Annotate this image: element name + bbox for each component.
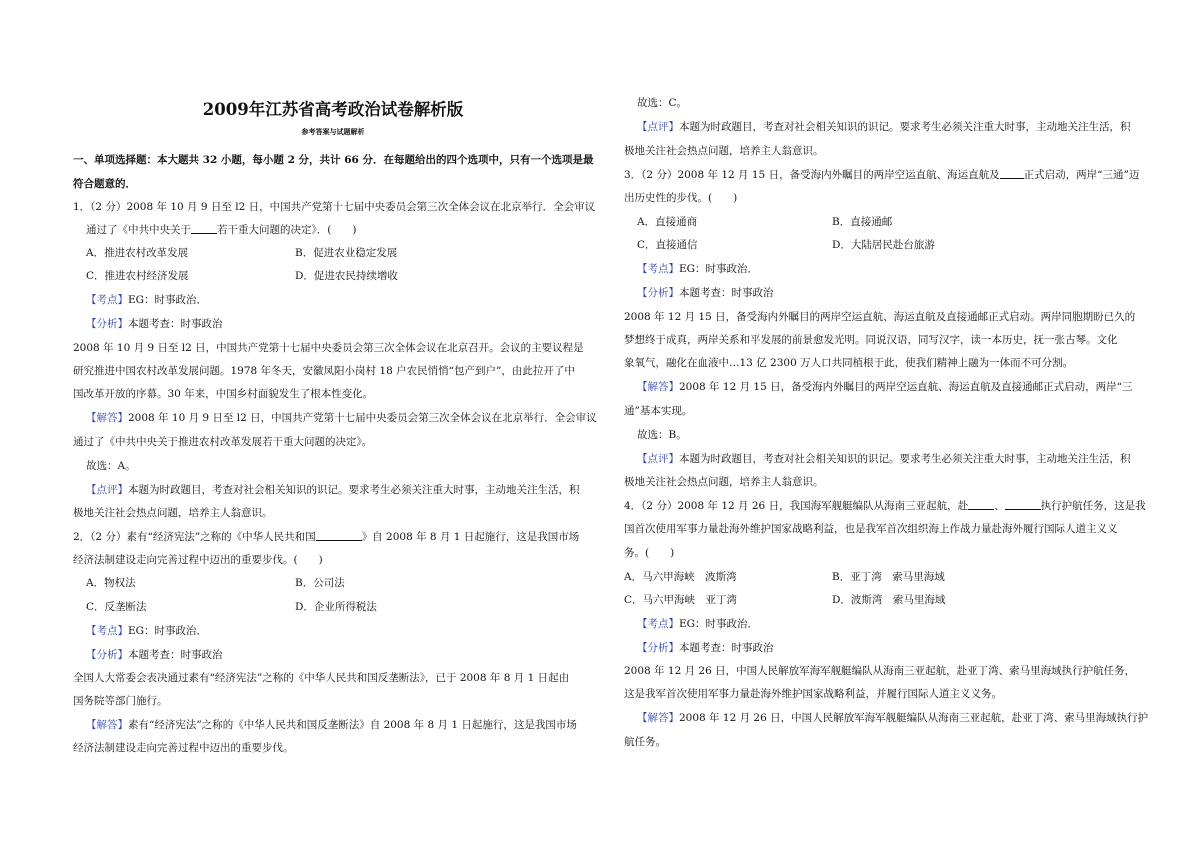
dianping-tag: 【点评】 bbox=[637, 453, 679, 465]
q3-analysis-line1: 2008 年 12 月 15 日，备受海内外瞩目的两岸空运直航、海运直航及直接通邮正式启动。两岸同胞期盼已久的 bbox=[624, 311, 1136, 323]
q1-analysis-line3: 国改革开放的序幕。30 年来，中国乡村面貌发生了根本性变化。 bbox=[73, 388, 374, 400]
page-subtitle: 参考答案与试题解析 bbox=[301, 127, 365, 136]
q1-dianping-line2: 极地关注社会热点问题，培养主人翁意识。 bbox=[73, 507, 273, 519]
dianping-tag: 【点评】 bbox=[637, 121, 679, 133]
q3-dianping-line2: 极地关注社会热点问题，培养主人翁意识。 bbox=[624, 476, 824, 488]
q2-fenxi: 【分析】本题考查：时事政治 bbox=[86, 649, 223, 661]
q2-option-b: B．公司法 bbox=[295, 577, 345, 589]
q1-jieda: 【解答】2008 年 10 月 9 日至 l2 日，中国共产党第十七届中央委员会第三次全体会议在北京举行．全会审议 bbox=[86, 412, 597, 424]
q4-stem-line2: 国首次使用军事力量赴海外维护国家战略利益，也是我军首次组织海上作战力量赴海外履行国际人道主义义 bbox=[624, 523, 1118, 535]
q4-option-d: D．波斯湾 索马里海域 bbox=[832, 594, 946, 606]
q3-fenxi: 【分析】本题考查：时事政治 bbox=[637, 287, 774, 299]
q4-jieda-line2: 航任务。 bbox=[624, 736, 666, 748]
kaodian-tag: 【考点】 bbox=[86, 294, 128, 306]
q4-jieda: 【解答】2008 年 12 月 26 日，中国人民解放军海军舰艇编队从海南三亚起航，赴亚丁湾、索马里海域执行护 bbox=[637, 712, 1149, 724]
q4-blank-2 bbox=[1005, 499, 1041, 510]
q4-fenxi: 【分析】本题考查：时事政治 bbox=[637, 642, 774, 654]
q1-stem-line2: 通过了《中共中央关于 若干重大问题的决定》．( ) bbox=[86, 224, 357, 236]
kaodian-tag: 【考点】 bbox=[86, 625, 128, 637]
jieda-tag: 【解答】 bbox=[86, 412, 128, 424]
q4-stem-line3: 务。( ) bbox=[624, 547, 675, 559]
q3-kaodian: 【考点】EG：时事政治． bbox=[637, 263, 759, 275]
q1-option-c: C．推进农村经济发展 bbox=[86, 270, 189, 282]
q1-choice: 故选：A。 bbox=[86, 460, 136, 472]
q3-stem: 3．（2 分）2008 年 12 月 15 日，备受海内外瞩目的两岸空运直航、海运直航及 正式启动，两岸“三通”迈 bbox=[624, 169, 1140, 181]
q1-jieda-line2: 通过了《中共中央关于推进农村改革发展若干重大问题的决定》。 bbox=[73, 436, 373, 448]
q1-dianping: 【点评】本题为时政题目，考查对社会相关知识的识记。要求考生必须关注重大时事，主动地关注生活，积 bbox=[86, 484, 580, 496]
q1-stem: 1．（2 分）2008 年 10 月 9 日至 l2 日，中国共产党第十七届中央委员会第三次全体会议在北京举行．全会审议 bbox=[73, 201, 596, 213]
q2-analysis-line1: 全国人大常委会表决通过素有“经济宪法”之称的《中华人民共和国反垄断法》，已于 2008 年 8 月 1 日起由 bbox=[73, 672, 570, 684]
q2-jieda: 【解答】素有“经济宪法”之称的《中华人民共和国反垄断法》自 2008 年 8 月 1 日起施行，这是我国市场 bbox=[86, 719, 577, 731]
q3-analysis-line2: 梦想终于成真，两岸关系和平发展的前景愈发光明。同说汉语，同写汉字，读一本历史，抚一张古琴。文化 bbox=[624, 334, 1118, 346]
q2-blank bbox=[316, 530, 362, 541]
fenxi-tag: 【分析】 bbox=[637, 287, 679, 299]
section-header: 一、单项选择题：本大题共 32 小题，每小题 2 分，共计 66 分．在每题给出的四个选项中，只有一个选项是最 bbox=[73, 154, 594, 166]
q3-stem-line2: 出历史性的步伐。( ) bbox=[624, 192, 738, 204]
fenxi-tag: 【分析】 bbox=[86, 318, 128, 330]
q4-analysis-line2: 这是我军首次使用军事力量赴海外维护国家战略利益，并履行国际人道主义义务。 bbox=[624, 688, 1002, 700]
q2-stem: 2．（2 分）素有“经济宪法”之称的《中华人民共和国 》自 2008 年 8 月 1 日起施行，这是我国市场 bbox=[73, 531, 580, 543]
q3-option-b: B．直接通邮 bbox=[832, 216, 893, 228]
q1-option-a: A．推进农村改革发展 bbox=[86, 247, 189, 259]
q2-dianping-line2: 极地关注社会热点问题，培养主人翁意识。 bbox=[624, 145, 824, 157]
q3-jieda-line2: 通”基本实现。 bbox=[624, 405, 693, 417]
q4-analysis-line1: 2008 年 12 月 26 日，中国人民解放军海军舰艇编队从海南三亚起航，赴亚丁湾、索马里海域执行护航任务， bbox=[624, 665, 1136, 677]
q4-stem: 4．（2 分）2008 年 12 月 26 日，我国海军舰艇编队从海南三亚起航，赴 、 执行护航任务，这是我 bbox=[624, 500, 1146, 512]
q2-option-a: A．物权法 bbox=[86, 577, 136, 589]
q3-option-d: D．大陆居民赴台旅游 bbox=[832, 239, 935, 251]
fenxi-tag: 【分析】 bbox=[86, 649, 128, 661]
q2-jieda-line2: 经济法制建设走向完善过程中迈出的重要步伐。 bbox=[73, 742, 294, 754]
q3-dianping: 【点评】本题为时政题目，考查对社会相关知识的识记。要求考生必须关注重大时事，主动地关注生活，积 bbox=[637, 453, 1131, 465]
q2-option-d: D．企业所得税法 bbox=[295, 601, 377, 613]
dianping-tag: 【点评】 bbox=[86, 484, 128, 496]
page-title: 2009年江苏省高考政治试卷解析版 bbox=[202, 100, 464, 119]
q1-option-b: B．促进农业稳定发展 bbox=[295, 247, 398, 259]
q2-option-c: C．反垄断法 bbox=[86, 601, 147, 613]
q4-option-c: C．马六甲海峡 亚丁湾 bbox=[624, 594, 738, 606]
q1-kaodian: 【考点】EG：时事政治． bbox=[86, 294, 208, 306]
q4-option-b: B．亚丁湾 索马里海域 bbox=[832, 571, 945, 583]
q4-blank-1 bbox=[968, 499, 994, 510]
q1-blank bbox=[191, 223, 217, 234]
q4-option-a: A．马六甲海峡 波斯湾 bbox=[624, 571, 737, 583]
q1-analysis-line1: 2008 年 10 月 9 日至 l2 日，中国共产党第十七届中央委员会第三次全体会议在北京召开。会议的主要议程是 bbox=[73, 342, 584, 354]
q1-fenxi: 【分析】本题考查：时事政治 bbox=[86, 318, 223, 330]
q2-stem-line2: 经济法制建设走向完善过程中迈出的重要步伐。( ) bbox=[73, 554, 323, 566]
fenxi-tag: 【分析】 bbox=[637, 642, 679, 654]
q2-dianping: 【点评】本题为时政题目，考查对社会相关知识的识记。要求考生必须关注重大时事，主动地关注生活，积 bbox=[637, 121, 1131, 133]
jieda-tag: 【解答】 bbox=[86, 719, 128, 731]
q2-analysis-line2: 国务院等部门施行。 bbox=[73, 695, 168, 707]
q3-option-c: C．直接通信 bbox=[637, 239, 698, 251]
jieda-tag: 【解答】 bbox=[637, 712, 679, 724]
q2-kaodian: 【考点】EG：时事政治． bbox=[86, 625, 208, 637]
q1-analysis-line2: 研究推进中国农村改革发展问题。1978 年冬天，安徽凤阳小岗村 18 户农民悄悄“包产到户”，由此拉开了中 bbox=[73, 365, 575, 377]
q3-jieda: 【解答】2008 年 12 月 15 日，备受海内外瞩目的两岸空运直航、海运直航及直接通邮正式启动，两岸“三 bbox=[637, 381, 1133, 393]
q2-choice: 故选：C。 bbox=[637, 97, 688, 109]
kaodian-tag: 【考点】 bbox=[637, 618, 679, 630]
section-header-cont: 符合题意的． bbox=[73, 178, 136, 190]
kaodian-tag: 【考点】 bbox=[637, 263, 679, 275]
q3-analysis-line3: 象氧气，融化在血液中…13 亿 2300 万人口共同植根于此，使我们精神上融为一体而不可分割。 bbox=[624, 357, 1074, 369]
q4-kaodian: 【考点】EG：时事政治． bbox=[637, 618, 759, 630]
q3-option-a: A．直接通商 bbox=[637, 216, 698, 228]
jieda-tag: 【解答】 bbox=[637, 381, 679, 393]
q3-blank bbox=[1000, 168, 1024, 179]
q1-option-d: D．促进农民持续增收 bbox=[295, 270, 398, 282]
q3-choice: 故选：B。 bbox=[637, 429, 687, 441]
